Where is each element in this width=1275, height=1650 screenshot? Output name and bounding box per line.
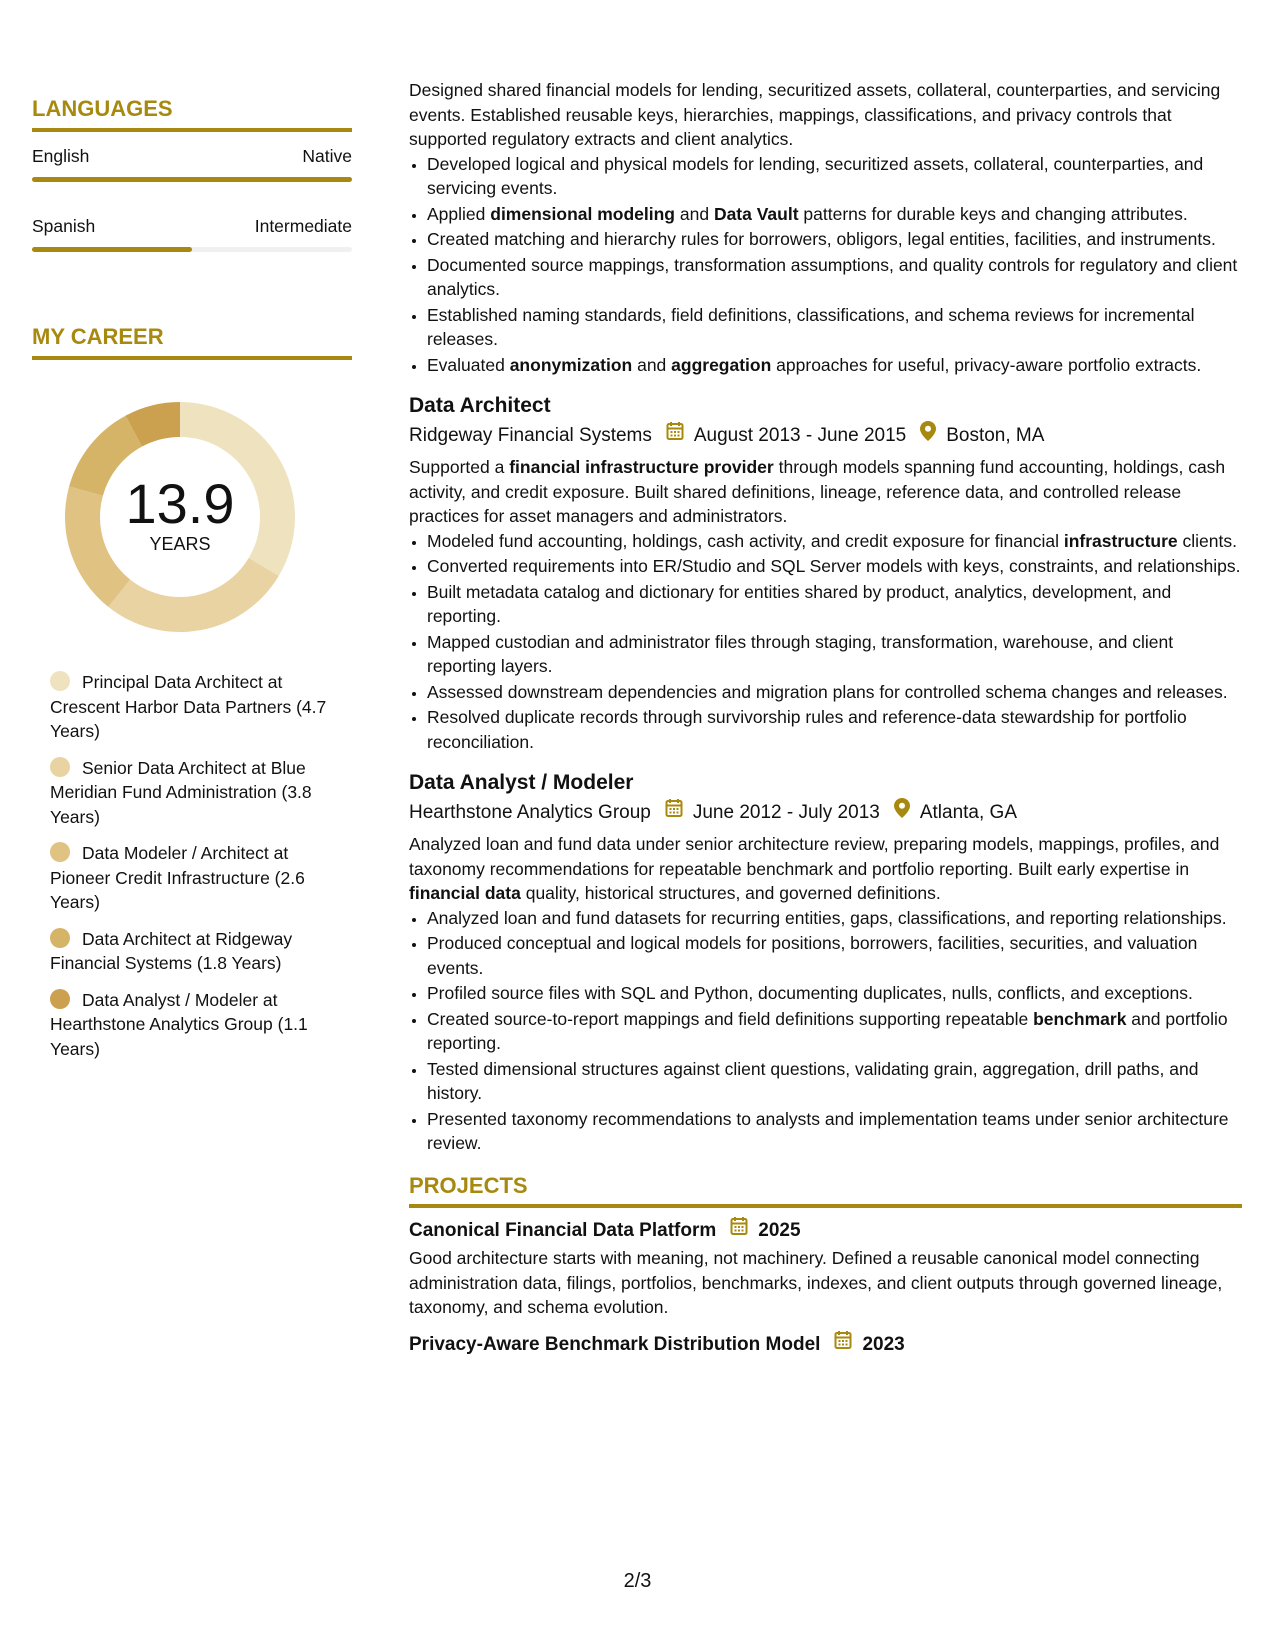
career-item	[32, 756, 352, 830]
job-title: Data Analyst / Modeler	[409, 771, 634, 794]
job-dates: June 2012 - July 2013	[692, 802, 880, 823]
job-entry	[409, 768, 1242, 1156]
language-level: Intermediate	[254, 216, 352, 236]
language-item	[32, 146, 352, 182]
bullet: • Evaluated anonymization and aggregation approaches for useful, privacy-aware portfolio extracts.	[427, 353, 1242, 378]
bullet: • Documented source mappings, transformation assumptions, and quality controls for regulatory and client analytics.	[427, 253, 1242, 302]
career-label: Principal Data Architect at Crescent Harbor Data Partners (4.7 Years)	[50, 672, 327, 741]
language-item	[32, 216, 352, 252]
job-meta	[409, 798, 1242, 828]
language-bar	[32, 247, 352, 252]
job-company: Hearthstone Analytics Group	[409, 802, 651, 823]
project-entry	[409, 1216, 1242, 1320]
projects-heading: PROJECTS	[409, 1174, 1242, 1209]
career-item	[32, 841, 352, 915]
bullet: • Created matching and hierarchy rules for borrowers, obligors, legal entities, facilities, and instruments.	[427, 227, 1242, 252]
job-company: Ridgeway Financial Systems	[409, 425, 652, 446]
language-bar	[32, 177, 352, 182]
calendar-icon	[730, 1216, 748, 1246]
project-description: Good architecture starts with meaning, not machinery. Defined a reusable canonical model connecting administration data, filings, portfolios, benchmarks, indexes, and client outputs through governed lineage, taxonomy, and schema evolution.	[409, 1248, 1223, 1317]
bullet: • Analyzed loan and fund datasets for recurring entities, gaps, classifications, and reporting relationships.	[427, 906, 1242, 931]
job-summary: Supported a financial infrastructure provider through models spanning fund accounting, holdings, cash activity, and credit exposure. Built shared definitions, lineage, reference data, and controlled release practices for asset managers and administrators.	[409, 457, 1226, 526]
job-meta	[409, 421, 1242, 451]
languages-heading: LANGUAGES	[32, 96, 352, 132]
project-year: 2023	[862, 1333, 905, 1355]
main-content	[409, 78, 1242, 1370]
location-pin-icon	[920, 421, 936, 451]
bullet: • Converted requirements into ER/Studio and SQL Server models with keys, constraints, and relationships.	[427, 554, 1242, 579]
language-bar-fill	[32, 177, 352, 182]
page-number: 2/3	[623, 1570, 652, 1592]
career-total-value: 13.9	[125, 472, 235, 535]
job-location: Atlanta, GA	[919, 802, 1017, 823]
job-dates: August 2013 - June 2015	[693, 425, 907, 446]
career-item	[32, 670, 352, 744]
role-bullets	[409, 152, 1242, 378]
job-entry	[409, 391, 1242, 754]
project-entry	[409, 1330, 1242, 1360]
language-name: Spanish	[32, 216, 96, 236]
career-total-unit: YEARS	[149, 534, 211, 554]
bullet: • Produced conceptual and logical models for positions, borrowers, facilities, securities, and valuation events.	[427, 931, 1242, 980]
job-bullets	[409, 906, 1242, 1156]
project-year: 2025	[758, 1220, 801, 1241]
bullet: • Modeled fund accounting, holdings, cash activity, and credit exposure for financial infrastructure clients.	[427, 529, 1242, 554]
project-title: Privacy-Aware Benchmark Distribution Model	[409, 1333, 821, 1355]
bullet: • Created source-to-report mappings and field definitions supporting repeatable benchmark and portfolio reporting.	[427, 1007, 1242, 1056]
calendar-icon	[666, 421, 684, 451]
bullet: • Mapped custodian and administrator files through staging, transformation, warehouse, and client reporting layers.	[427, 630, 1242, 679]
career-list	[32, 670, 352, 1061]
career-dot	[50, 842, 70, 862]
job-bullets	[409, 529, 1242, 755]
location-pin-icon	[894, 798, 910, 828]
bullet: • Applied dimensional modeling and Data Vault patterns for durable keys and changing attributes.	[427, 202, 1242, 227]
sidebar	[32, 96, 352, 1073]
career-dot	[50, 928, 70, 948]
bullet: • Presented taxonomy recommendations to analysts and implementation teams under senior architecture review.	[427, 1107, 1242, 1156]
bullet: • Resolved duplicate records through survivorship rules and reference-data stewardship for portfolio reconciliation.	[427, 705, 1242, 754]
calendar-icon	[665, 798, 683, 828]
project-title: Canonical Financial Data Platform	[409, 1220, 717, 1241]
bullet: • Developed logical and physical models for lending, securitized assets, collateral, counterparties, and servicing events.	[427, 152, 1242, 201]
job-location: Boston, MA	[946, 425, 1045, 446]
language-level: Native	[302, 146, 352, 166]
career-label: Data Analyst / Modeler at Hearthstone Analytics Group (1.1 Years)	[50, 989, 308, 1059]
role-summary: Designed shared financial models for lending, securitized assets, collateral, counterparties, and servicing events. Established reusable keys, hierarchies, mappings, classifications, and privacy controls that supported regulatory extracts and client analytics.	[409, 80, 1221, 149]
bullet: • Established naming standards, field definitions, classifications, and schema reviews for incremental releases.	[427, 303, 1242, 352]
career-donut-chart	[65, 402, 295, 632]
job-title: Data Architect	[409, 394, 551, 417]
career-dot	[50, 757, 70, 777]
bullet: • Assessed downstream dependencies and migration plans for controlled schema changes and releases.	[427, 680, 1242, 705]
career-label: Senior Data Architect at Blue Meridian Fund Administration (3.8 Years)	[50, 757, 312, 827]
bullet: • Profiled source files with SQL and Python, documenting duplicates, nulls, conflicts, and exceptions.	[427, 981, 1242, 1006]
career-item	[32, 927, 352, 976]
career-label: Data Architect at Ridgeway Financial Systems (1.8 Years)	[50, 928, 293, 973]
language-name: English	[32, 146, 90, 166]
bullet: • Tested dimensional structures against client questions, validating grain, aggregation, drill paths, and history.	[427, 1057, 1242, 1106]
calendar-icon	[834, 1330, 852, 1360]
project-header	[409, 1216, 1242, 1246]
career-heading: MY CAREER	[32, 324, 352, 360]
project-header	[409, 1330, 1242, 1360]
career-item	[32, 988, 352, 1062]
career-dot	[50, 989, 70, 1009]
career-dot	[50, 671, 70, 691]
language-bar-fill	[32, 247, 192, 252]
career-label: Data Modeler / Architect at Pioneer Credit Infrastructure (2.6 Years)	[50, 843, 305, 912]
job-summary: Analyzed loan and fund data under senior architecture review, preparing models, mappings, profiles, and taxonomy recommendations for repeatable benchmark and portfolio reporting. Built early expertise in financial data quality, historical structures, and governed definitions.	[409, 834, 1220, 903]
bullet: • Built metadata catalog and dictionary for entities shared by product, analytics, development, and reporting.	[427, 580, 1242, 629]
